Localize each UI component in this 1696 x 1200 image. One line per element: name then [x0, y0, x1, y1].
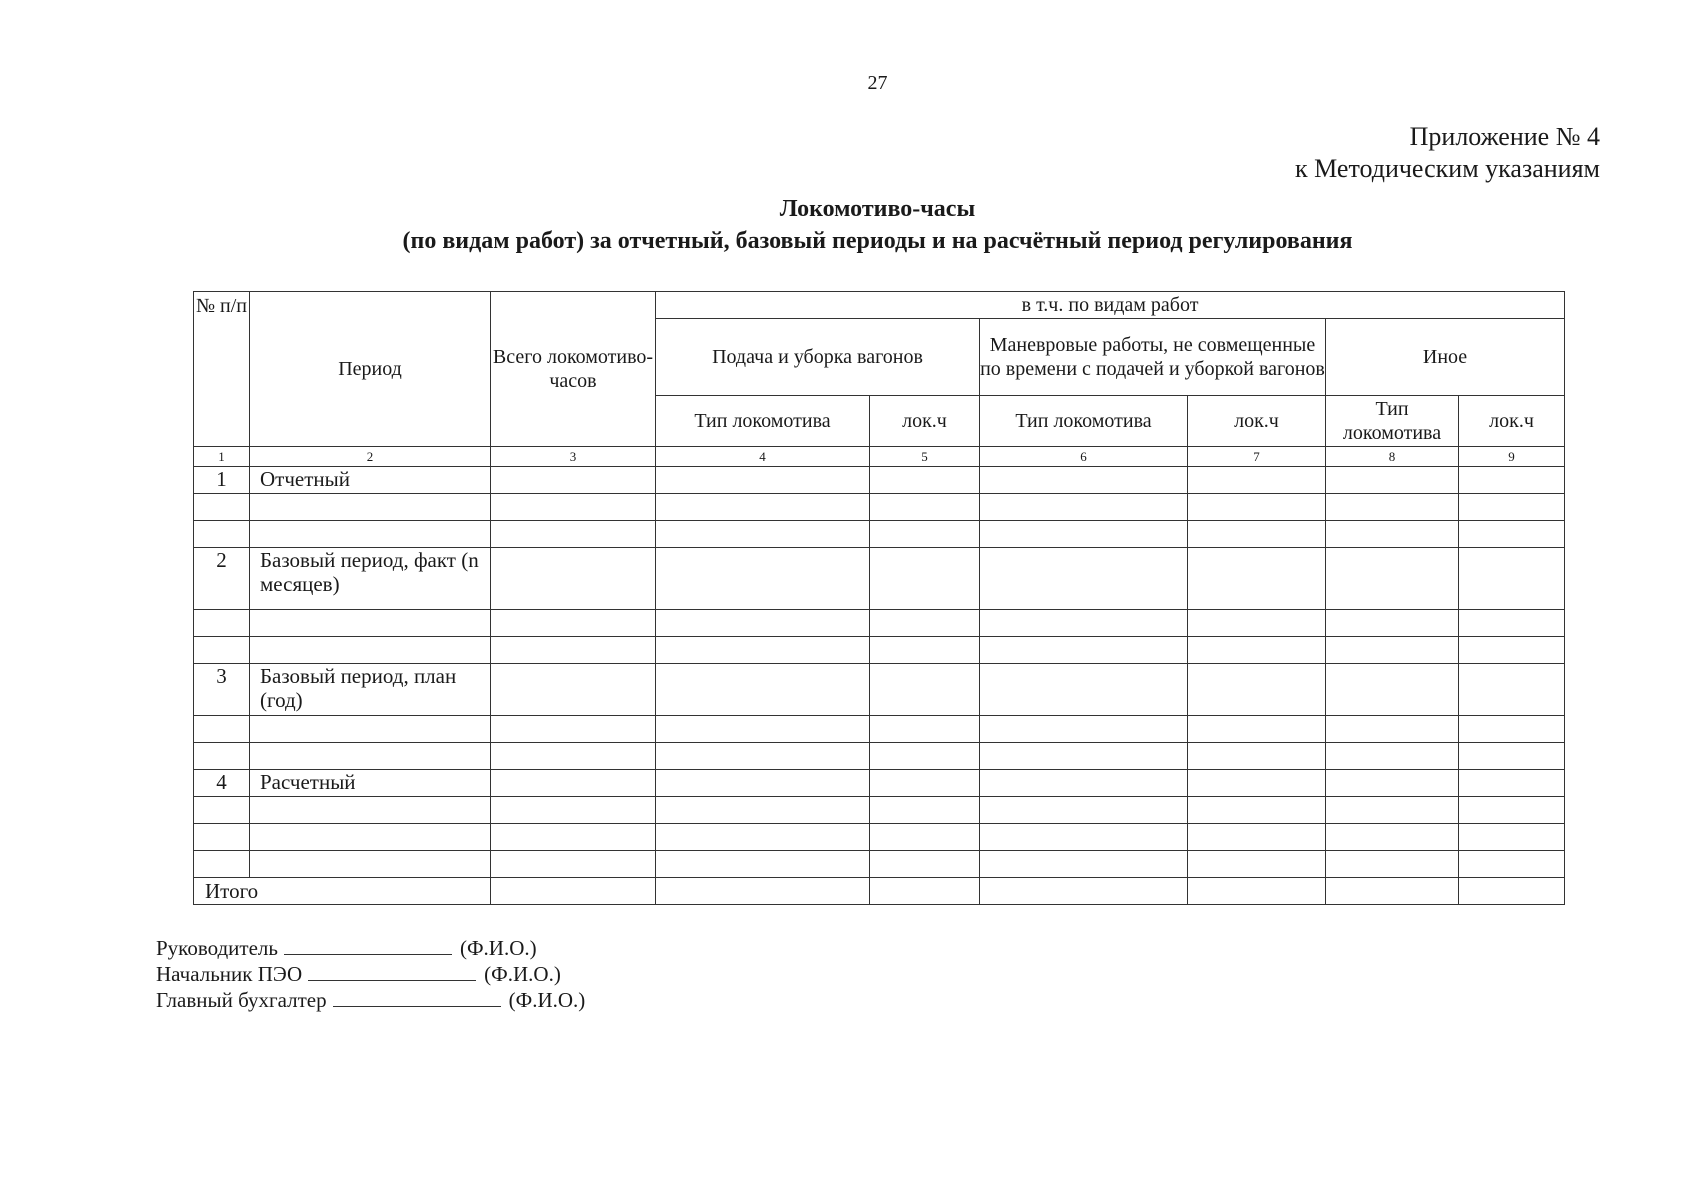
header-num: № п/п — [194, 292, 250, 447]
table-row — [194, 610, 1565, 637]
signature-role: Начальник ПЭО — [156, 962, 303, 986]
signature-suffix: (Ф.И.О.) — [508, 988, 586, 1012]
table-row — [194, 770, 1565, 797]
signature-blank — [333, 988, 501, 1007]
signature-block — [156, 935, 585, 1013]
table-row — [194, 824, 1565, 851]
signature-blank — [284, 936, 452, 955]
table-row — [194, 851, 1565, 878]
table-row — [194, 548, 1565, 610]
appendix-line-2: к Методическим указаниям — [1295, 154, 1600, 183]
header-loco-type: Тип локомотива — [980, 396, 1188, 447]
total-row — [194, 878, 1565, 905]
column-number: 8 — [1326, 447, 1459, 467]
header-loco-type: Тип локомотива — [656, 396, 870, 447]
row-period: Расчетный — [250, 770, 491, 797]
signature-role: Главный бухгалтер — [156, 988, 327, 1012]
signature-line-peo — [156, 961, 585, 987]
column-number: 9 — [1459, 447, 1565, 467]
column-number: 4 — [656, 447, 870, 467]
header-group-delivery: Подача и уборка вагонов — [656, 319, 980, 396]
column-number: 2 — [250, 447, 491, 467]
row-number: 1 — [194, 467, 250, 494]
table-row — [194, 467, 1565, 494]
title-line-1: Локомотиво-часы — [779, 196, 976, 222]
header-loco-hours: лок.ч — [870, 396, 980, 447]
table-row — [194, 664, 1565, 716]
row-period: Отчетный — [250, 467, 491, 494]
header-loco-hours: лок.ч — [1188, 396, 1326, 447]
locomotive-hours-table — [193, 291, 1565, 905]
total-label: Итого — [194, 878, 491, 905]
table-row — [194, 743, 1565, 770]
signature-suffix: (Ф.И.О.) — [484, 962, 561, 986]
table-row — [194, 797, 1565, 824]
column-number: 3 — [491, 447, 656, 467]
column-number: 7 — [1188, 447, 1326, 467]
signature-role: Руководитель — [156, 936, 278, 960]
title-line-2: (по видам работ) за отчетный, базовый периоды и на расчётный период регулирования — [402, 228, 1353, 254]
row-period: Базовый период, план (год) — [250, 664, 491, 716]
header-group-other: Иное — [1326, 319, 1565, 396]
signature-suffix: (Ф.И.О.) — [459, 936, 537, 960]
table-row — [194, 494, 1565, 521]
column-number: 5 — [870, 447, 980, 467]
header-total-hours: Всего локомотиво-часов — [491, 292, 656, 447]
row-period: Базовый период, факт (n месяцев) — [250, 548, 491, 610]
table-row — [194, 716, 1565, 743]
header-group-shunting: Маневровые работы, не совмещенные по времени с подачей и уборкой вагонов — [980, 319, 1326, 396]
header-period: Период — [250, 292, 491, 447]
table-row — [194, 637, 1565, 664]
appendix-reference — [1295, 121, 1600, 185]
header-loco-type: Тип локомотива — [1326, 396, 1459, 447]
table-row — [194, 521, 1565, 548]
page-number: 27 — [867, 72, 888, 94]
signature-blank — [308, 962, 476, 981]
row-number: 4 — [194, 770, 250, 797]
document-title — [0, 193, 1696, 257]
header-loco-hours: лок.ч — [1459, 396, 1565, 447]
appendix-line-1: Приложение № 4 — [1409, 122, 1600, 151]
column-number: 6 — [980, 447, 1188, 467]
signature-line-accountant — [156, 987, 585, 1013]
signature-line-head — [156, 935, 585, 961]
row-number: 3 — [194, 664, 250, 716]
header-by-work-type: в т.ч. по видам работ — [656, 292, 1565, 319]
column-number: 1 — [194, 447, 250, 467]
row-number: 2 — [194, 548, 250, 610]
